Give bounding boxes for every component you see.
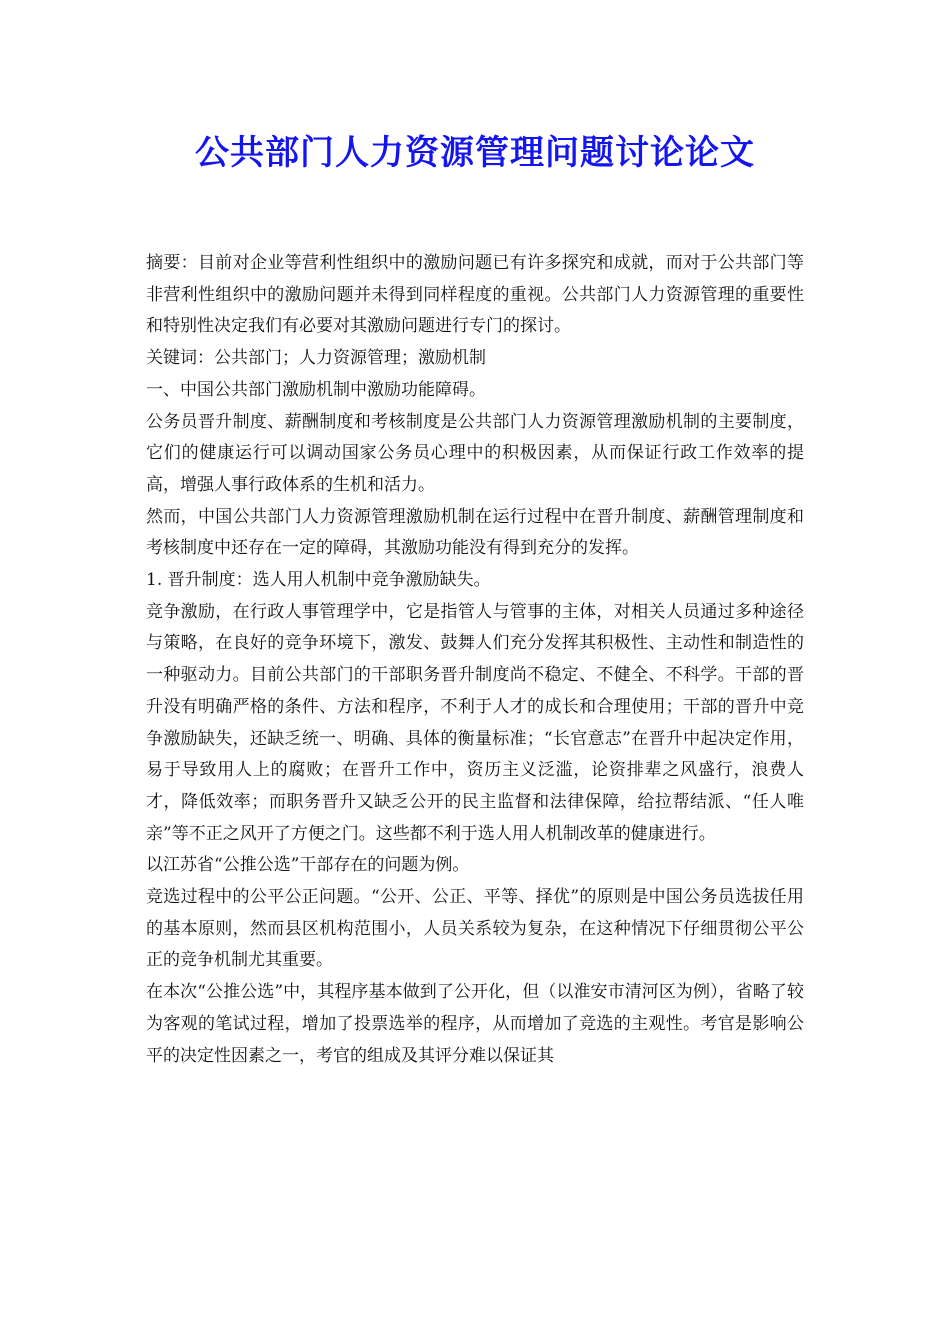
keywords-paragraph: 关键词：公共部门；人力资源管理；激励机制 — [146, 348, 486, 369]
body-paragraph: 竞选过程中的公平公正问题。“公开、公正、平等、择优”的原则是中国公务员选拔任用的基本原则，然而县区机构范围小，人员关系较为复杂，在这种情况下仔细贯彻公平公正的竞争机制尤其重要。 — [146, 887, 804, 971]
document-title: 公共部门人力资源管理问题讨论论文 — [195, 133, 755, 173]
document-body — [146, 248, 804, 1072]
subsection-heading: 1. 晋升制度：选人用人机制中竞争激励缺失。 — [146, 570, 491, 591]
abstract-paragraph: 摘要：目前对企业等营利性组织中的激励问题已有许多探究和成就，而对于公共部门等非营利性组织中的激励问题并未得到同样程度的重视。公共部门人力资源管理的重要性和特别性决定我们有必要对其激励问题进行专门的探讨。 — [146, 253, 804, 337]
body-paragraph: 然而，中国公共部门人力资源管理激励机制在运行过程中在晋升制度、薪酬管理制度和考核制度中还存在一定的障碍，其激励功能没有得到充分的发挥。 — [146, 506, 804, 559]
body-paragraph: 在本次“公推公选”中，其程序基本做到了公开化，但（以淮安市清河区为例），省略了较为客观的笔试过程，增加了投票选举的程序，从而增加了竞选的主观性。考官是影响公平的决定性因素之一，考官的组成及其评分难以保证其 — [146, 982, 804, 1066]
body-paragraph: 以江苏省“公推公选”干部存在的问题为例。 — [146, 855, 470, 876]
section-heading: 一、中国公共部门激励机制中激励功能障碍。 — [146, 379, 486, 400]
body-paragraph: 竞争激励，在行政人事管理学中，它是指管人与管事的主体，对相关人员通过多种途径与策略，在良好的竞争环境下，激发、鼓舞人们充分发挥其积极性、主动性和制造性的一种驱动力。目前公共部门的干部职务晋升制度尚不稳定、不健全、不科学。干部的晋升没有明确严格的条件、方法和程序，不利于人才的成长和合理使用；干部的晋升中竞争激励缺失，还缺乏统一、明确、具体的衡量标准；“长官意志”在晋升中起决定作用，易于导致用人上的腐败；在晋升工作中，资历主义泛滥，论资排辈之风盛行，浪费人才，降低效率；而职务晋升又缺乏公开的民主监督和法律保障，给拉帮结派、“任人唯亲”等不正之风开了方便之门。这些都不利于选人用人机制改革的健康进行。 — [146, 601, 804, 844]
body-paragraph: 公务员晋升制度、薪酬制度和考核制度是公共部门人力资源管理激励机制的主要制度，它们的健康运行可以调动国家公务员心理中的积极因素，从而保证行政工作效率的提高，增强人事行政体系的生机和活力。 — [146, 411, 804, 495]
